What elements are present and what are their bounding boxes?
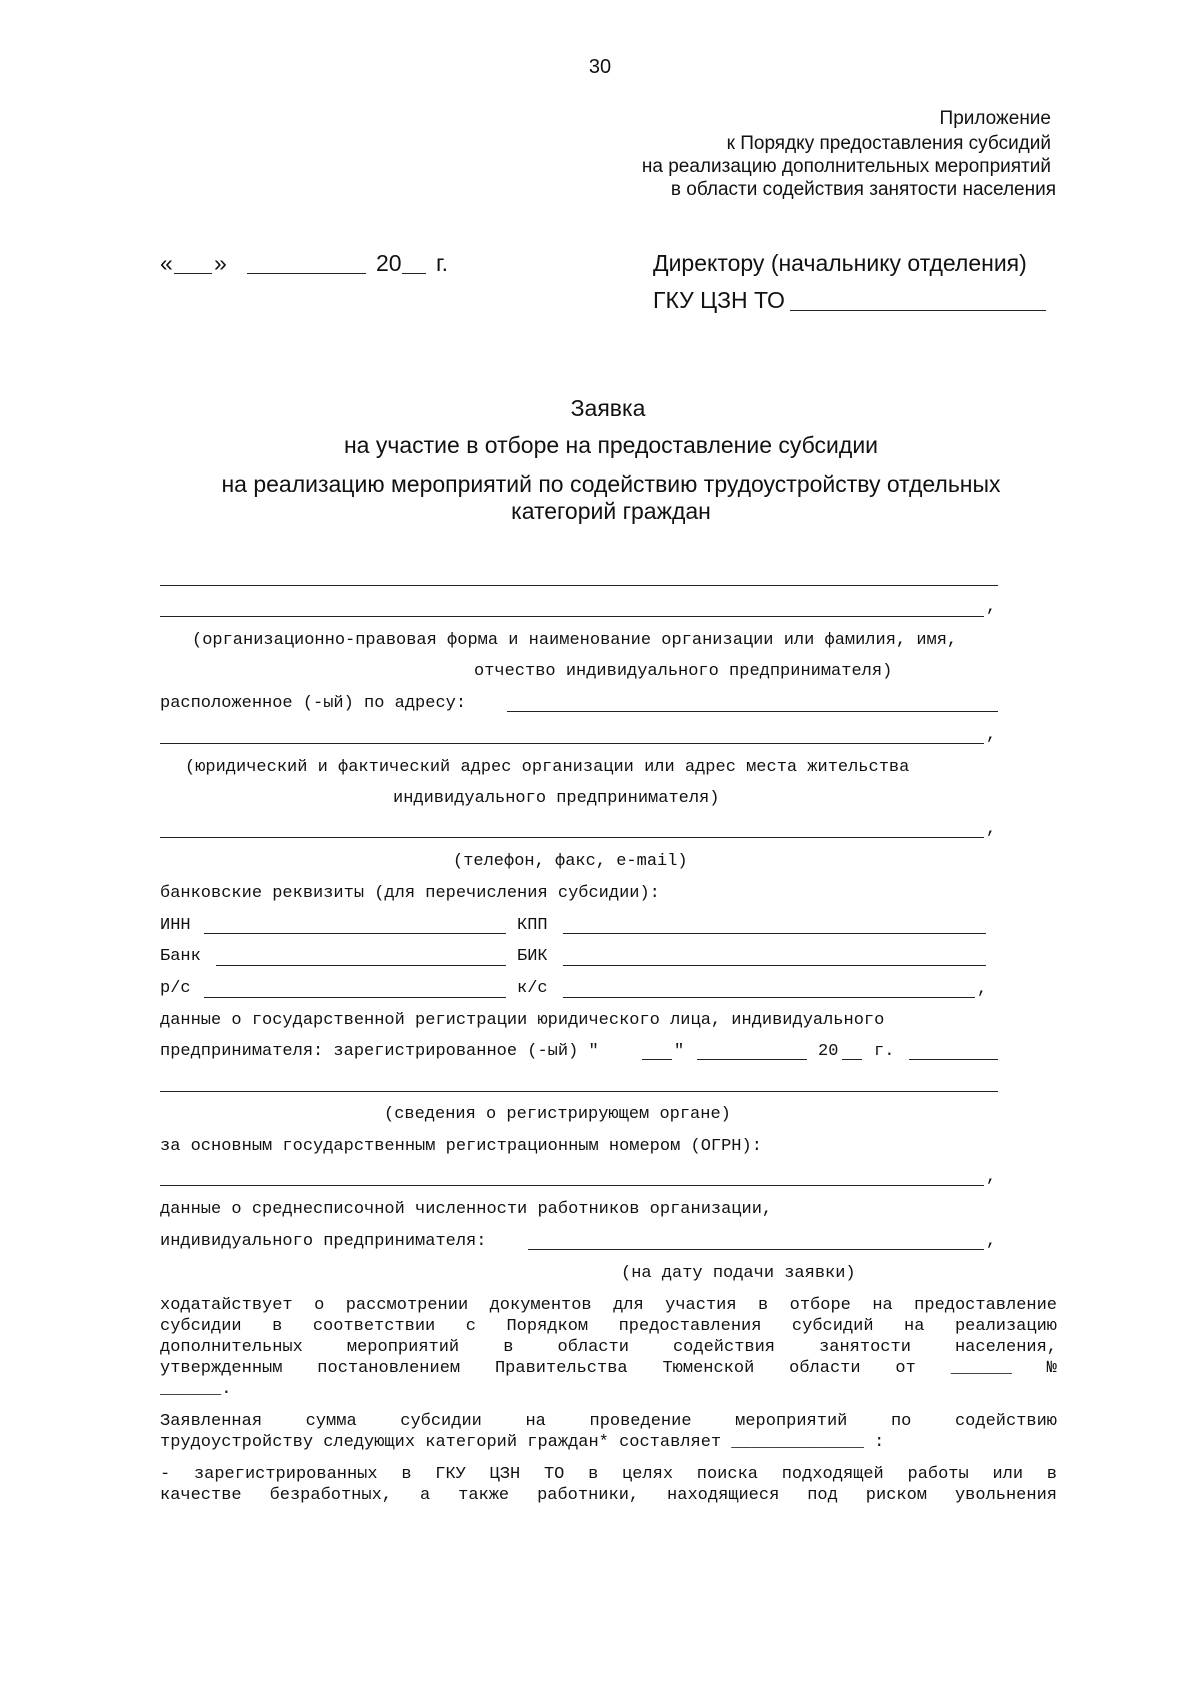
- address-comma: ,: [986, 726, 997, 745]
- registration-day-blank[interactable]: [642, 1059, 672, 1060]
- request-line-4: утвержденным постановлением Правительства Тюменской области от ______ №: [160, 1359, 1057, 1378]
- registration-label-2: предпринимателя: зарегистрированное (-ый) ": [160, 1042, 599, 1061]
- addressee-office-blank[interactable]: [790, 310, 1046, 311]
- registration-month-blank[interactable]: [697, 1059, 807, 1060]
- org-hint-line-2: отчество индивидуального предпринимателя): [474, 662, 893, 681]
- ks-comma: ,: [977, 980, 988, 999]
- ogrn-label: за основным государственным регистрационным номером (ОГРН):: [160, 1137, 762, 1156]
- title-line-1: Заявка: [570, 395, 646, 421]
- address-label: расположенное (-ый) по адресу:: [160, 694, 467, 713]
- inn-label: ИНН: [160, 916, 191, 935]
- registration-label-1: данные о государственной регистрации юридического лица, индивидуального: [160, 1011, 885, 1030]
- page-number: 30: [588, 56, 612, 78]
- amount-line-2: трудоустройству следующих категорий граждан* составляет _____________ :: [160, 1433, 885, 1452]
- staff-hint: (на дату подачи заявки): [621, 1264, 856, 1283]
- registration-quote-close: ": [674, 1042, 685, 1061]
- contacts-line[interactable]: [160, 837, 984, 838]
- kpp-label: КПП: [517, 916, 548, 935]
- title-line-3: на реализацию мероприятий по содействию трудоустройству отдельных: [221, 471, 1001, 497]
- appendix-line-4: в области содействия занятости населения: [670, 179, 1056, 200]
- date-open-quote: «: [160, 250, 173, 276]
- ogrn-comma: ,: [986, 1168, 997, 1187]
- inn-field[interactable]: [204, 933, 506, 934]
- title-line-2: на участие в отборе на предоставление субсидии: [343, 432, 879, 458]
- ks-field[interactable]: [563, 997, 975, 998]
- ogrn-field[interactable]: [160, 1185, 984, 1186]
- staff-label-2: индивидуального предпринимателя:: [160, 1232, 487, 1251]
- title-line-4: категорий граждан: [511, 498, 711, 524]
- request-line-5: ______.: [160, 1380, 232, 1399]
- org-name-line-2[interactable]: [160, 616, 984, 617]
- kpp-field[interactable]: [563, 933, 986, 934]
- bik-label: БИК: [517, 947, 548, 966]
- category-line-2: качестве безработных, а также работники, находящиеся под риском увольнения: [160, 1486, 1057, 1505]
- registration-authority-line[interactable]: [160, 1091, 998, 1092]
- date-year-suffix: г.: [436, 250, 448, 276]
- bank-label: Банк: [160, 947, 201, 966]
- amount-line-1: Заявленная сумма субсидии на проведение мероприятий по содействию: [160, 1412, 1057, 1431]
- rs-field[interactable]: [204, 997, 506, 998]
- registration-number-blank[interactable]: [909, 1059, 998, 1060]
- request-line-1: ходатайствует о рассмотрении документов для участия в отборе на предоставление: [160, 1296, 1057, 1315]
- category-line-1: - зарегистрированных в ГКУ ЦЗН ТО в целях поиска подходящей работы или в: [160, 1465, 1057, 1484]
- staff-comma: ,: [986, 1232, 997, 1251]
- date-year-prefix: 20: [376, 250, 402, 276]
- registration-year-suffix: г.: [874, 1042, 895, 1061]
- date-month-blank[interactable]: [247, 273, 366, 274]
- registration-year-blank[interactable]: [842, 1059, 862, 1060]
- bank-details-label: банковские реквизиты (для перечисления субсидии):: [160, 884, 660, 903]
- staff-label-1: данные о среднесписочной численности работников организации,: [160, 1200, 773, 1219]
- bank-field[interactable]: [216, 965, 506, 966]
- org-name-comma: ,: [986, 598, 997, 617]
- request-line-2: субсидии в соответствии с Порядком предоставления субсидий на реализацию: [160, 1317, 1057, 1336]
- appendix-line-3: на реализацию дополнительных мероприятий: [641, 156, 1051, 177]
- staff-field[interactable]: [528, 1249, 984, 1250]
- appendix-line-2: к Порядку предоставления субсидий: [726, 133, 1051, 154]
- org-name-line-1[interactable]: [160, 585, 998, 586]
- address-hint-line-2: индивидуального предпринимателя): [393, 789, 720, 808]
- contacts-comma: ,: [986, 820, 997, 839]
- date-day-blank[interactable]: [174, 273, 212, 274]
- date-year-blank[interactable]: [402, 273, 426, 274]
- date-close-quote: »: [214, 250, 227, 276]
- org-hint-line-1: (организационно-правовая форма и наименование организации или фамилия, имя,: [192, 631, 958, 650]
- appendix-line-1: Приложение: [939, 108, 1051, 129]
- registration-year-prefix: 20: [818, 1042, 839, 1061]
- addressee-line-1: Директору (начальнику отделения): [653, 250, 1027, 276]
- address-line-1[interactable]: [507, 711, 998, 712]
- bik-field[interactable]: [563, 965, 986, 966]
- request-line-3: дополнительных мероприятий в области содействия занятости населения,: [160, 1338, 1057, 1357]
- addressee-line-2: ГКУ ЦЗН ТО: [653, 287, 785, 313]
- address-line-2[interactable]: [160, 743, 984, 744]
- registration-authority-hint: (сведения о регистрирующем органе): [384, 1105, 731, 1124]
- address-hint-line-1: (юридический и фактический адрес организации или адрес места жительства: [185, 758, 910, 777]
- ks-label: к/с: [517, 979, 548, 998]
- contacts-hint: (телефон, факс, e-mail): [453, 852, 688, 871]
- rs-label: р/с: [160, 979, 191, 998]
